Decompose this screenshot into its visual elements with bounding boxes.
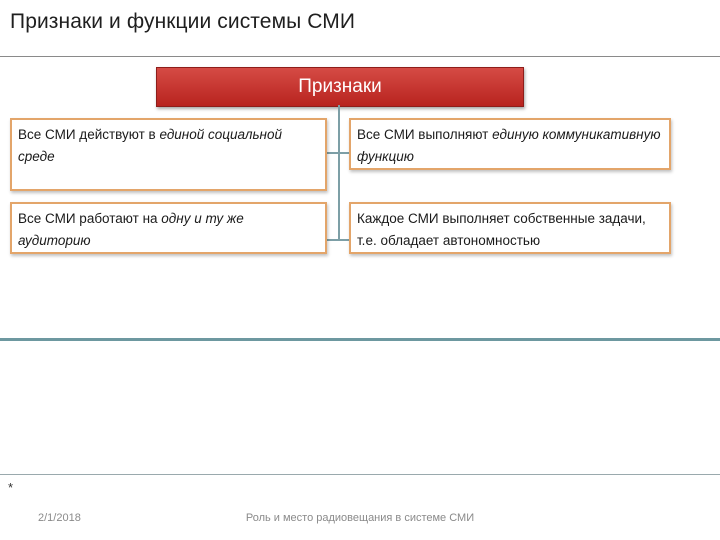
footer-date: 2/1/2018 (38, 512, 81, 524)
card-top-left (10, 118, 327, 191)
connector-bottom-right (340, 239, 349, 241)
header-label: Признаки (298, 76, 382, 97)
header-box-priznaki (156, 67, 524, 107)
card-top-right (349, 118, 671, 170)
card-text-italic: единую коммуникативную функцию (357, 127, 661, 164)
slide-title: Признаки и функции системы СМИ (10, 10, 356, 33)
connector-top-left (327, 152, 338, 154)
card-text: Каждое СМИ выполняет собственные задачи, т.е. обладает автономностью (357, 211, 646, 248)
footer-divider (0, 474, 720, 475)
title-divider (0, 56, 720, 57)
connector-vertical (338, 105, 340, 241)
card-text-italic: одну и ту же аудиторию (18, 211, 244, 248)
footer-caption: Роль и место радиовещания в системе СМИ (245, 512, 475, 524)
card-text-plain: Все СМИ выполняют (357, 127, 493, 142)
card-bottom-right (349, 202, 671, 254)
connector-top-right (340, 152, 349, 154)
card-text-plain: Все СМИ действуют в (18, 127, 160, 142)
section-divider (0, 338, 720, 341)
connector-bottom-left (327, 239, 338, 241)
footer-asterisk: * (8, 480, 14, 495)
card-text-italic: единой социальной среде (18, 127, 283, 164)
card-bottom-left (10, 202, 327, 254)
card-text-plain: Все СМИ работают на (18, 211, 162, 226)
